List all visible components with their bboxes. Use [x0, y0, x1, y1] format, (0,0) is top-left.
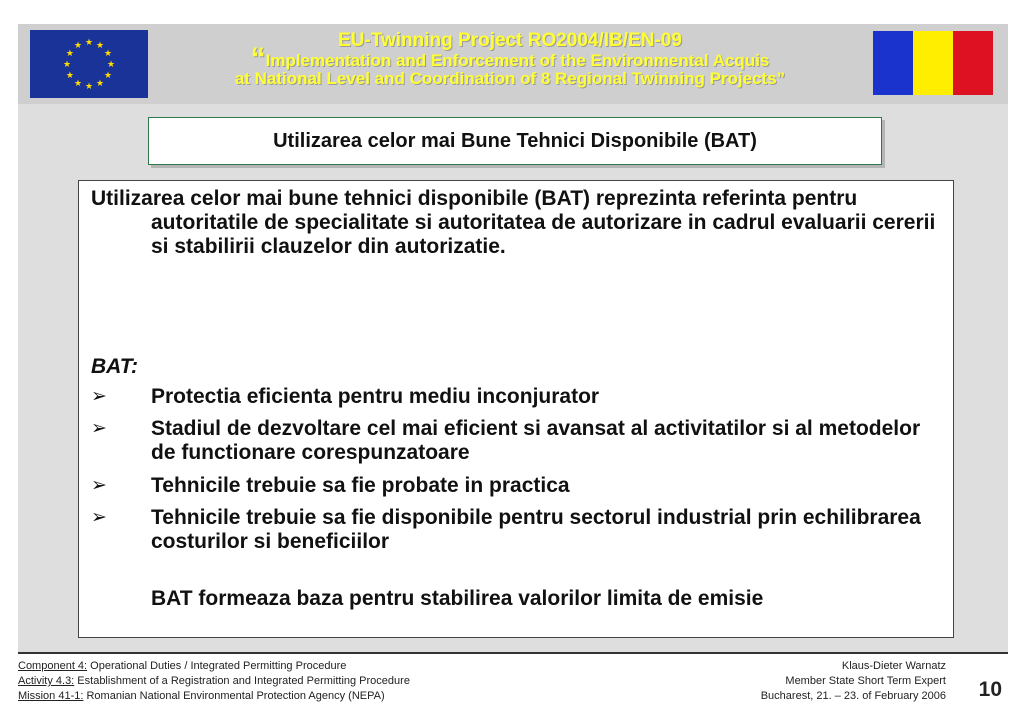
arrow-bullet-icon: ➢ — [91, 475, 107, 496]
slide-title-text: Utilizarea celor mai Bune Tehnici Disponibile (BAT) — [273, 129, 757, 152]
flag-stripe-blue — [873, 31, 913, 95]
bullet-item — [91, 474, 941, 498]
eu-flag-icon — [30, 30, 148, 98]
eu-star-icon: ★ — [84, 37, 94, 47]
footer-activity: Activity 4.3: Establishment of a Registration and Integrated Permitting Procedure — [18, 675, 410, 687]
project-subtitle-line1: “Implementation and Enforcement of the Environmental Acquis — [250, 42, 770, 75]
content-panel — [78, 180, 954, 638]
page-number: 10 — [978, 678, 1002, 701]
open-quote: “ — [250, 42, 266, 75]
eu-star-icon: ★ — [73, 78, 83, 89]
eu-star-icon: ★ — [104, 48, 113, 58]
footer-author: Klaus-Dieter Warnatz — [841, 660, 946, 672]
romania-flag-icon — [873, 31, 993, 95]
footer-date: Bucharest, 21. – 23. of February 2006 — [760, 690, 946, 702]
bullet-item — [91, 385, 941, 409]
footer-right — [761, 659, 946, 704]
eu-star-icon: ★ — [65, 48, 74, 58]
flag-stripe-yellow — [913, 31, 953, 95]
flag-stripe-red — [953, 31, 993, 95]
bullet-text: Protectia eficienta pentru mediu inconjurator — [151, 385, 600, 408]
footer-component: Component 4: Operational Duties / Integrated Permitting Procedure — [18, 660, 347, 672]
eu-star-icon: ★ — [106, 59, 116, 69]
project-code: EU-Twinning Project RO2004/IB/EN-09 — [338, 30, 682, 51]
bullet-text: Tehnicile trebuie sa fie disponibile pentru sectorul industrial prin echilibrarea costurilor si beneficiilor — [151, 506, 921, 553]
bullet-item — [91, 506, 941, 554]
conclusion-text: BAT formeaza baza pentru stabilirea valorilor limita de emisie — [151, 587, 764, 610]
footer-mission: Mission 41-1: Romanian National Environmental Protection Agency (NEPA) — [18, 690, 385, 702]
arrow-bullet-icon: ➢ — [91, 418, 107, 439]
intro-paragraph: Utilizarea celor mai bune tehnici disponibile (BAT) reprezinta referinta pentru autoritatile de specialitate si autoritatea de autorizare in cadrul evaluarii cererii si stabilirii clauzelor din autorizatie. — [91, 187, 936, 258]
eu-star-icon: ★ — [95, 78, 105, 89]
project-header — [160, 30, 860, 88]
bullet-text: Tehnicile trebuie sa fie probate in practica — [151, 474, 570, 497]
eu-star-icon: ★ — [73, 39, 83, 50]
bullet-text: Stadiul de dezvoltare cel mai eficient si avansat al activitatilor si al metodelor de functionare corespunzatoare — [151, 417, 921, 464]
eu-star-icon: ★ — [65, 70, 74, 80]
footer-role: Member State Short Term Expert — [785, 675, 946, 687]
eu-star-icon: ★ — [84, 81, 94, 91]
eu-star-icon: ★ — [104, 70, 113, 80]
bat-heading: BAT: — [91, 355, 139, 378]
footer-left — [18, 659, 410, 704]
arrow-bullet-icon: ➢ — [91, 386, 107, 407]
bullet-item — [91, 417, 941, 465]
slide-title — [148, 117, 882, 165]
project-subtitle-line2: at National Level and Coordination of 8 Regional Twinning Projects” — [234, 69, 786, 88]
footer — [18, 652, 1008, 709]
eu-star-icon: ★ — [95, 39, 105, 50]
arrow-bullet-icon: ➢ — [91, 507, 107, 528]
eu-star-icon: ★ — [62, 59, 72, 69]
